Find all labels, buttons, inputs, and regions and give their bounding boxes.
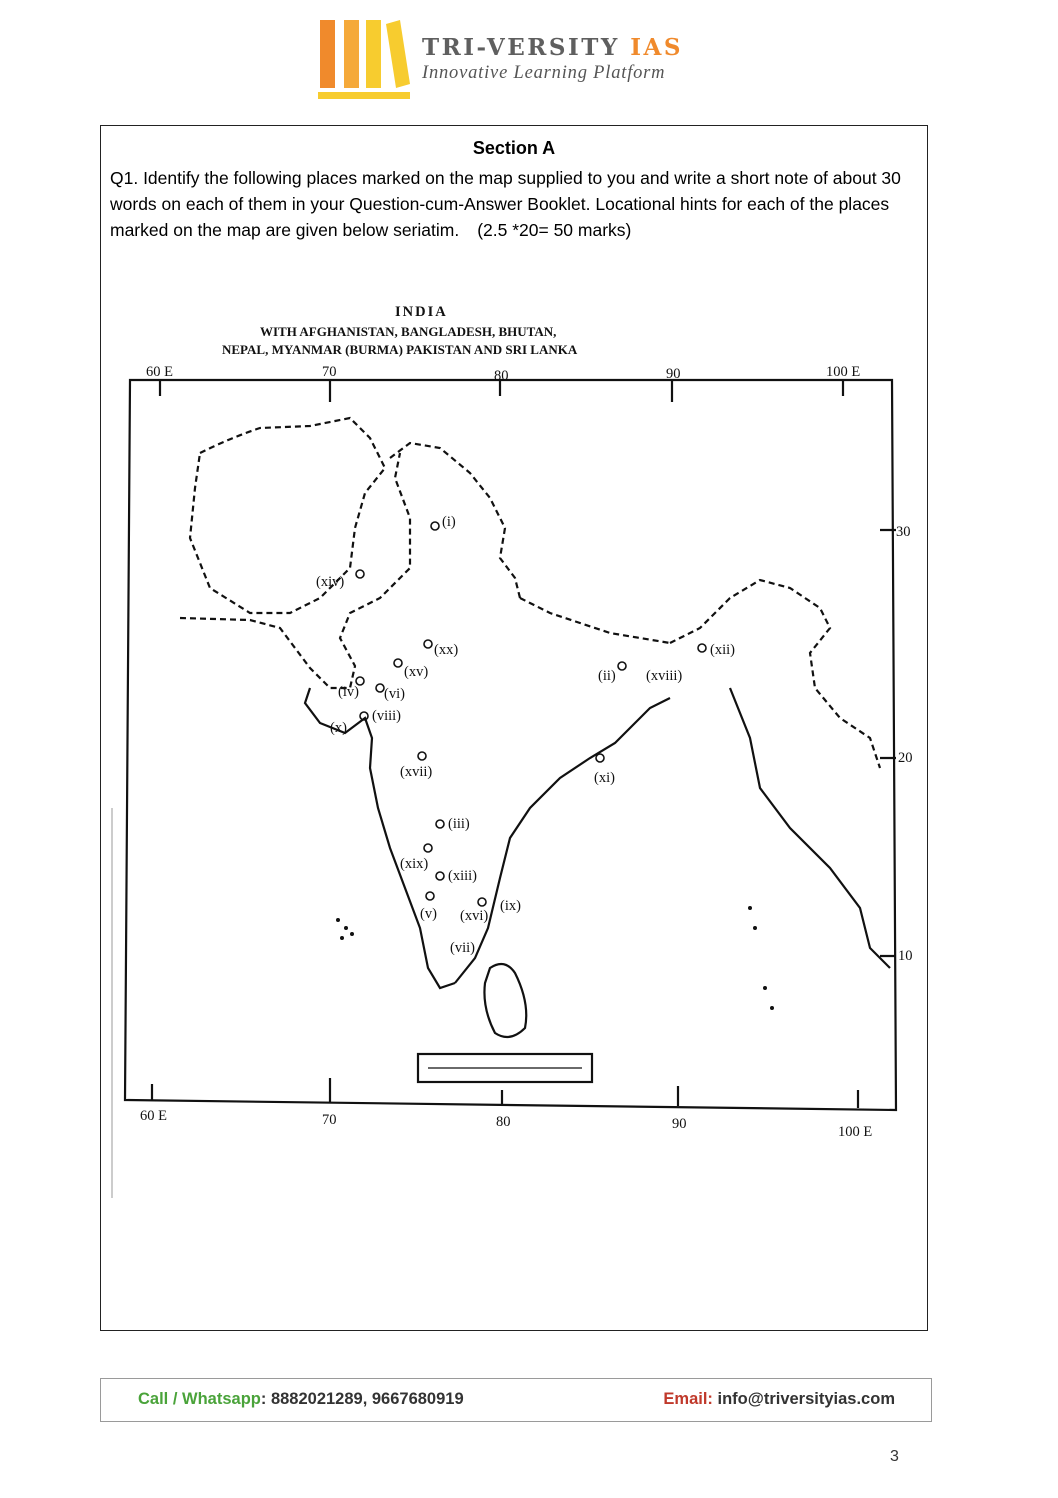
marker-dot-i	[431, 522, 439, 530]
question-text	[110, 165, 922, 243]
marker-dot-xii	[698, 644, 706, 652]
sri-lanka-outline	[484, 964, 526, 1037]
marker-label-xi: (xi)	[594, 770, 615, 786]
top-tick-90: 90	[666, 366, 681, 382]
marker-label-xvi: (xvi)	[460, 908, 489, 924]
bottom-tick-100: 100 E	[838, 1124, 873, 1140]
marker-dot-xiv	[356, 570, 364, 578]
brand-text	[422, 34, 683, 84]
marker-dot-xiii	[436, 872, 444, 880]
marker-dot-xv	[394, 659, 402, 667]
marker-label-xiii: (xiii)	[448, 868, 477, 884]
marker-label-v: (v)	[420, 906, 437, 922]
map-subtitle-1: WITH AFGHANISTAN, BANGLADESH, BHUTAN,	[260, 324, 557, 339]
marker-label-viii: (viii)	[372, 708, 401, 724]
marker-label-ii: (ii)	[598, 668, 616, 684]
contact-footer	[100, 1378, 932, 1422]
bottom-tick-90: 90	[672, 1116, 687, 1132]
page-number: 3	[890, 1448, 899, 1465]
nepal-border	[520, 598, 670, 643]
marker-dot-iii	[436, 820, 444, 828]
marker-label-ix: (ix)	[500, 898, 521, 914]
contact-phone	[138, 1390, 464, 1409]
marker-dot-xix	[424, 844, 432, 852]
marker-dot-xi	[596, 754, 604, 762]
bottom-tick-70: 70	[322, 1112, 337, 1128]
marker-label-xv: (xv)	[404, 664, 429, 680]
brand-logo	[318, 16, 718, 106]
map-subtitle-2: NEPAL, MYANMAR (BURMA) PAKISTAN AND SRI LANKA	[222, 342, 578, 357]
marker-label-iv: (iv)	[338, 684, 359, 700]
brand-tagline: Innovative Learning Platform	[422, 63, 666, 83]
marker-dot-v	[426, 892, 434, 900]
brand-accent: IAS	[630, 34, 683, 61]
india-west-coast	[305, 688, 455, 988]
books-logo-icon	[318, 16, 414, 102]
right-tick-20: 20	[898, 750, 913, 766]
section-title: Section A	[472, 138, 556, 158]
india-east-coast	[455, 698, 670, 983]
pakistan-border	[180, 453, 410, 688]
marker-label-x: (x)	[330, 720, 347, 736]
marker-label-iii: (iii)	[448, 816, 470, 832]
marker-label-xix: (xix)	[400, 856, 429, 872]
contact-email	[663, 1390, 895, 1409]
map-border	[125, 380, 896, 1110]
marker-label-xii: (xii)	[710, 642, 735, 658]
email-address[interactable]: info@triversityias.com	[712, 1390, 895, 1408]
email-label: Email:	[663, 1390, 713, 1408]
top-tick-70: 70	[322, 364, 337, 380]
top-tick-100: 100 E	[826, 364, 861, 380]
marker-dot-xvi	[478, 898, 486, 906]
right-tick-30: 30	[896, 524, 911, 540]
marker-label-i: (i)	[442, 514, 456, 530]
phone-numbers[interactable]: : 8882021289, 9667680919	[260, 1390, 464, 1408]
map-title: INDIA	[395, 304, 448, 320]
northeast-border	[670, 580, 880, 768]
marker-label-vii: (vii)	[450, 940, 475, 956]
marker-label-xviii: (xviii)	[646, 668, 683, 684]
right-tick-10: 10	[898, 948, 913, 964]
map-outline	[110, 268, 920, 1198]
map-figure	[110, 268, 920, 1198]
marker-label-vi: (vi)	[384, 686, 405, 702]
question-marks: (2.5 *20= 50 marks)	[477, 220, 632, 240]
bottom-tick-80: 80	[496, 1114, 511, 1130]
myanmar-coast	[730, 688, 890, 968]
question-body: Q1. Identify the following places marked on the map supplied to you and write a short note of about 30 words on each of them in your Question-cum-Answer Booklet. Locational hints for each of the places marked on the map are given below seriatim.	[110, 168, 901, 240]
islands-dots	[336, 906, 774, 1010]
marker-label-xvii: (xvii)	[400, 764, 433, 780]
marker-dot-xvii	[418, 752, 426, 760]
bottom-tick-60: 60 E	[140, 1108, 167, 1124]
marker-dot-ii	[618, 662, 626, 670]
top-tick-80: 80	[494, 368, 509, 384]
top-tick-60: 60 E	[146, 364, 173, 380]
marker-label-xiv: (xiv)	[316, 574, 345, 590]
marker-label-xx: (xx)	[434, 642, 459, 658]
brand-name: TRI-VERSITY IAS	[422, 34, 683, 61]
call-label: Call / Whatsapp	[138, 1390, 261, 1408]
marker-dot-vi	[376, 684, 384, 692]
marker-dot-xx	[424, 640, 432, 648]
afghanistan-outline	[190, 418, 385, 613]
